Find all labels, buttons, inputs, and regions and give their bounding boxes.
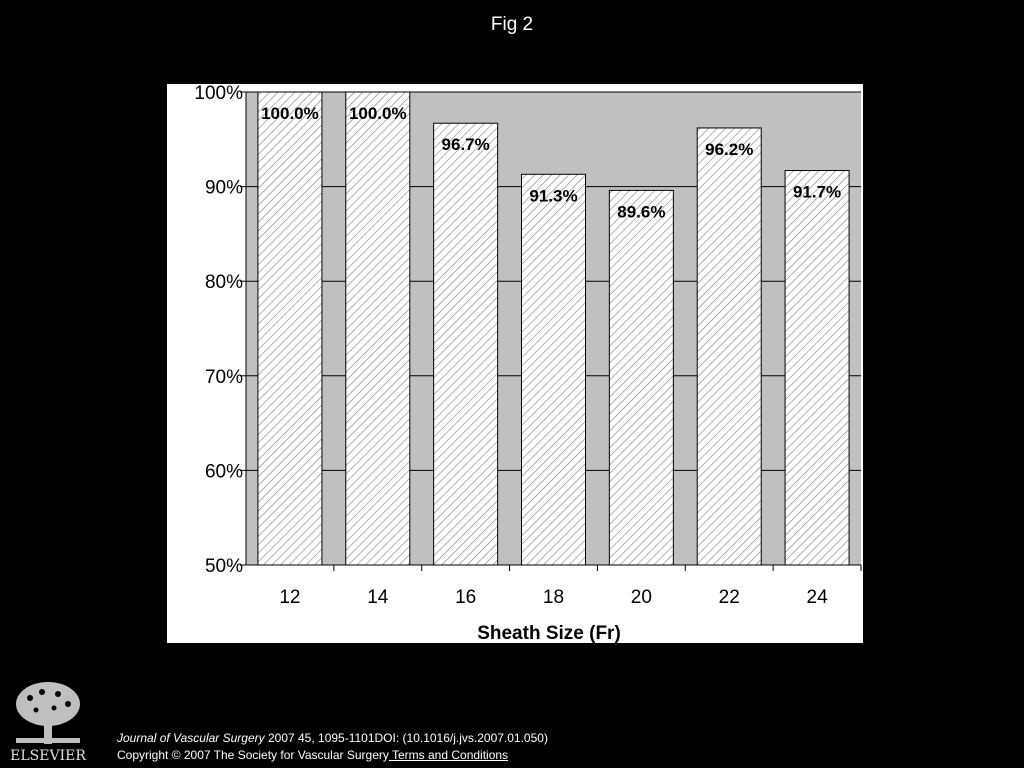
bar-12	[258, 92, 322, 565]
data-label: 96.2%	[705, 139, 754, 159]
y-tick-label: 90%	[204, 177, 243, 199]
bar-20	[609, 190, 673, 565]
y-tick-label: 100%	[194, 84, 243, 104]
x-tick-label: 18	[542, 587, 565, 608]
x-tick-label: 16	[455, 587, 477, 608]
citation	[117, 730, 548, 747]
data-label: 100.0%	[261, 104, 319, 123]
data-label: 89.6%	[617, 202, 666, 222]
copyright-line	[117, 747, 508, 764]
x-tick-label: 12	[279, 587, 301, 608]
x-axis-title: Sheath Size (Fr)	[477, 623, 621, 643]
terms-link[interactable]: Terms and Conditions	[388, 748, 509, 762]
chart-panel	[167, 84, 863, 643]
y-tick-label: 60%	[204, 461, 243, 483]
x-tick-label: 24	[806, 587, 828, 608]
x-tick-label: 14	[367, 587, 389, 608]
elsevier-logo-text: ELSEVIER	[10, 748, 86, 764]
bar-14	[346, 92, 410, 565]
data-label: 100.0%	[348, 104, 407, 123]
journal-name: Journal of Vascular Surgery	[117, 731, 265, 745]
bar-22	[697, 128, 761, 565]
y-tick-label: 50%	[204, 556, 243, 577]
footer	[0, 680, 1024, 768]
y-tick-label: 80%	[204, 272, 243, 294]
bar-16	[434, 123, 498, 565]
data-label: 91.3%	[529, 186, 578, 206]
copyright-text: Copyright © 2007 The Society for Vascular Surgery	[117, 748, 389, 762]
data-label: 91.7%	[792, 182, 842, 202]
elsevier-logo	[8, 680, 88, 766]
citation-details: 2007 45, 1095-1101DOI: (10.1016/j.jvs.2007.01.050)	[264, 731, 548, 745]
y-tick-label: 70%	[204, 366, 243, 388]
bar-chart	[167, 84, 863, 643]
bar-18	[522, 174, 586, 565]
x-tick-label: 20	[630, 587, 652, 608]
data-label: 96.7%	[441, 135, 490, 155]
slide-title: Fig 2	[490, 14, 534, 35]
x-tick-label: 22	[718, 587, 740, 608]
bar-24	[785, 171, 849, 565]
